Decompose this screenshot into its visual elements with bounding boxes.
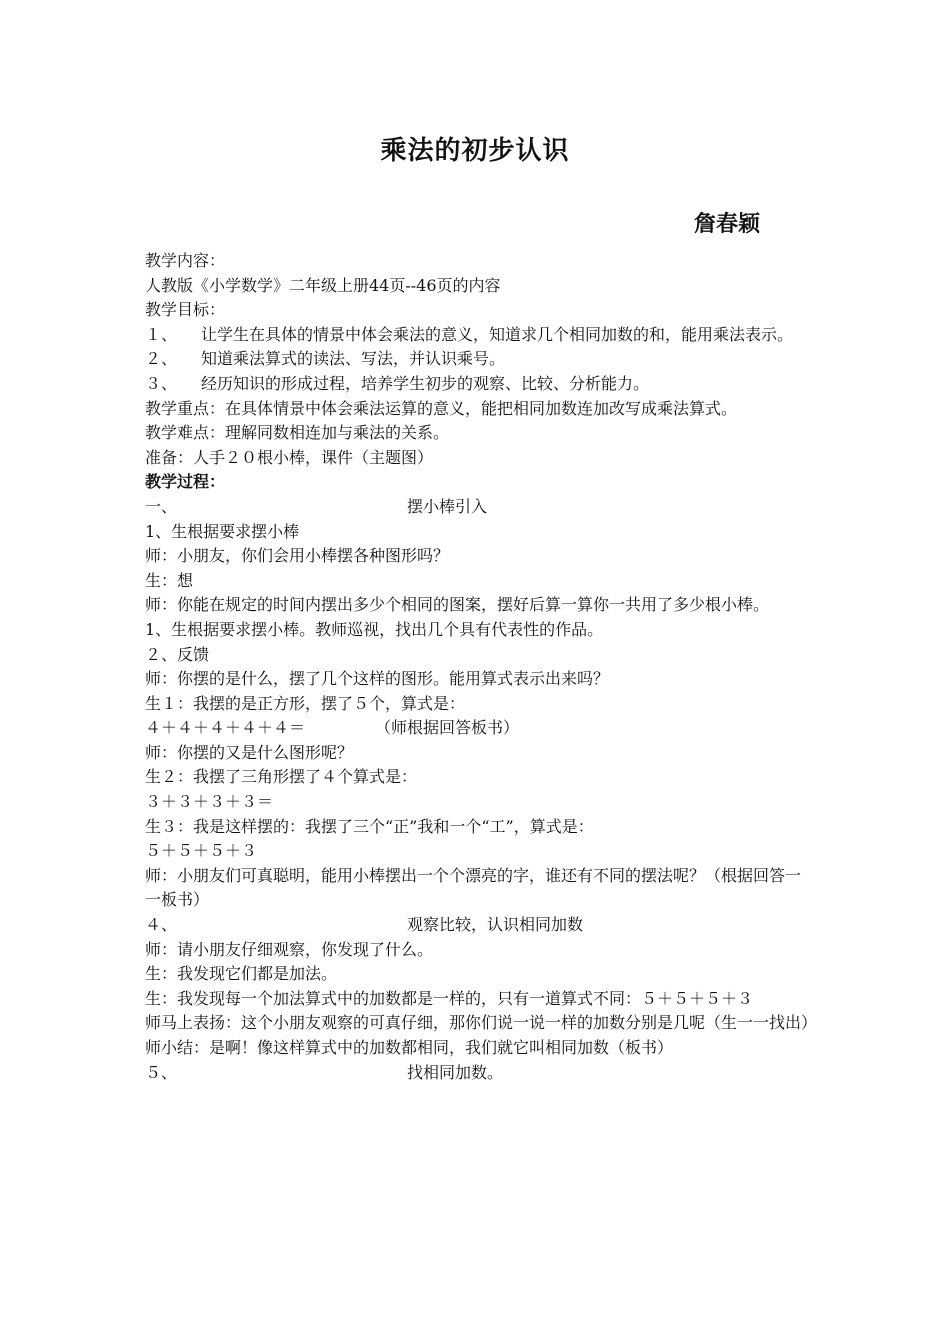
section-label-goals: 教学目标： (145, 300, 226, 320)
goal-item (145, 323, 810, 348)
goal-number: ２、 (145, 349, 178, 369)
goal-text: 经历知识的形成过程，培养学生初步的观察、比较、分析能力。 (201, 373, 650, 393)
text-line: 生３：我是这样摆的：我摆了三个“正”我和一个“工”，算式是： (145, 816, 594, 836)
goal-number: １、 (145, 324, 178, 344)
text-line: 生２：我摆了三角形摆了４个算式是： (145, 767, 418, 787)
text-line: 生：我发现每一个加法算式中的加数都是一样的，只有一道算式不同：５＋５＋５＋３ (145, 988, 754, 1008)
step-heading (145, 495, 810, 520)
section-label-content: 教学内容： (145, 251, 226, 270)
text-line: 生：想 (145, 570, 194, 590)
page-title: 乘法的初步认识 (380, 136, 570, 166)
equation-line: ３＋３＋３＋３＝ (145, 792, 274, 812)
text-line: 师：你摆的是什么，摆了几个这样的图形。能用算式表示出来吗？ (145, 669, 610, 689)
text-line: ２、反馈 (145, 644, 210, 664)
text-line: 生：我发现它们都是加法。 (145, 964, 338, 984)
goal-item (145, 372, 810, 397)
text-line: 师：你能在规定的时间内摆出多少个相同的图案，摆好后算一算你一共用了多少根小棒。 (145, 595, 770, 615)
note: （师根据回答板书） (375, 718, 520, 738)
text-line: 师：请小朋友仔细观察，你发现了什么。 (145, 939, 434, 959)
key-point: 教学重点：在具体情景中体会乘法运算的意义，能把相同加数连加改写成乘法算式。 (145, 398, 738, 418)
goal-text: 知道乘法算式的读法、写法，并认识乘号。 (201, 349, 506, 369)
document-body (145, 249, 818, 1085)
goal-text: 让学生在具体的情景中体会乘法的意义，知道求几个相同加数的和，能用乘法表示。 (201, 324, 794, 344)
step-title: 观察比较，认识相同加数 (407, 915, 584, 935)
author-name: 詹春颖 (694, 212, 761, 237)
section-heading-process: 教学过程： (145, 472, 226, 492)
step-number: 一、 (145, 496, 178, 516)
step-title: 找相同加数。 (407, 1062, 504, 1082)
text-line: 生１：我摆的是正方形，摆了５个，算式是： (145, 693, 466, 713)
text-line: 师：你摆的又是什么图形呢？ (145, 742, 354, 762)
content-text: 人教版《小学数学》二年级上册44页--46页的内容 (145, 275, 501, 295)
text-line: 师：小朋友，你们会用小棒摆各种图形吗？ (145, 546, 450, 566)
preparation: 准备：人手２０根小棒，课件（主题图） (145, 447, 434, 467)
text-line: 1、生根据要求摆小棒 (145, 521, 300, 541)
equation-line (145, 716, 810, 741)
step-heading (145, 1061, 810, 1086)
text-line: 师马上表扬：这个小朋友观察的可真仔细，那你们说一说一样的加数分别是几呢（生一一找出） (145, 1013, 818, 1033)
text-line: 师：小朋友们可真聪明，能用小棒摆出一个个漂亮的字，谁还有不同的摆法呢？（根据回答一一板书） (145, 865, 802, 910)
goal-number: ３、 (145, 373, 178, 393)
goal-item (145, 347, 810, 372)
step-number: ５、 (145, 1062, 178, 1082)
difficult-point: 教学难点：理解同数相连加与乘法的关系。 (145, 423, 450, 443)
step-number: ４、 (145, 915, 178, 935)
text-line: 师小结：是啊！像这样算式中的加数都相同，我们就它叫相同加数（板书） (145, 1038, 674, 1057)
step-heading (145, 913, 810, 938)
step-title: 摆小棒引入 (407, 496, 488, 516)
equation: ４＋４＋４＋４＋４＝ (145, 718, 306, 738)
text-line: 1、生根据要求摆小棒。教师巡视，找出几个具有代表性的作品。 (145, 619, 604, 639)
equation-line: ５＋５＋５＋３ (145, 841, 258, 861)
